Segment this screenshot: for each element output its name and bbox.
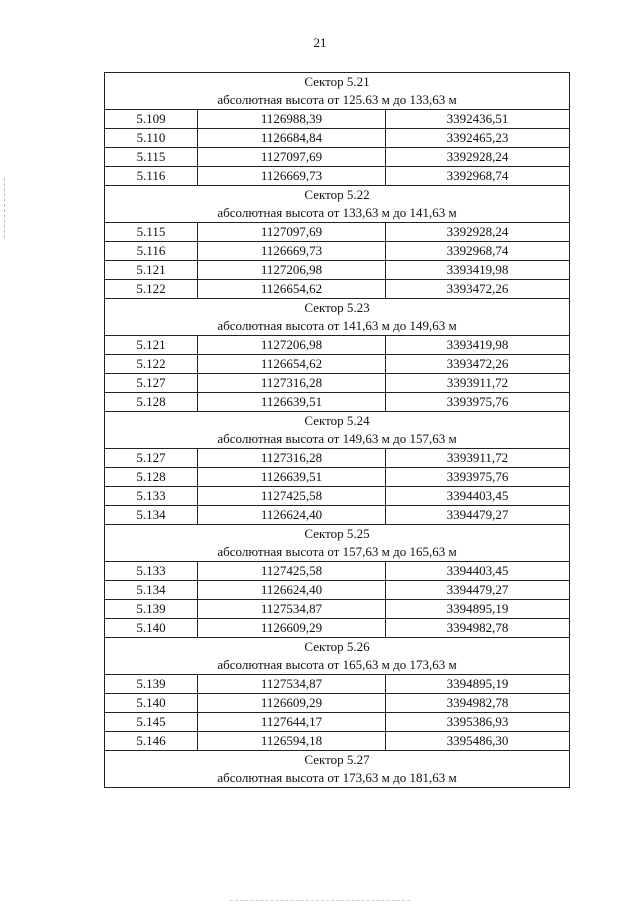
table-row xyxy=(105,393,570,412)
y-coordinate-cell: 3393419,98 xyxy=(386,336,570,355)
y-coordinate-cell: 3394895,19 xyxy=(386,600,570,619)
x-coordinate-cell: 1127097,69 xyxy=(198,148,386,167)
sector-altitude: абсолютная высота от 173,63 м до 181,63 м xyxy=(217,770,457,785)
y-coordinate-cell: 3392436,51 xyxy=(386,110,570,129)
point-id-cell: 5.121 xyxy=(105,261,198,280)
sector-altitude: абсолютная высота от 125.63 м до 133,63 м xyxy=(217,92,457,107)
y-coordinate-cell: 3392968,74 xyxy=(386,242,570,261)
point-id-cell: 5.115 xyxy=(105,148,198,167)
y-coordinate-cell: 3395486,30 xyxy=(386,732,570,751)
sector-title: Сектор 5.25 xyxy=(304,526,370,541)
table-row xyxy=(105,355,570,374)
point-id-cell: 5.127 xyxy=(105,374,198,393)
table-row xyxy=(105,713,570,732)
point-id-cell: 5.134 xyxy=(105,506,198,525)
y-coordinate-cell: 3394982,78 xyxy=(386,619,570,638)
y-coordinate-cell: 3393975,76 xyxy=(386,468,570,487)
y-coordinate-cell: 3393975,76 xyxy=(386,393,570,412)
scan-bottom-marks xyxy=(230,900,410,902)
y-coordinate-cell: 3394982,78 xyxy=(386,694,570,713)
x-coordinate-cell: 1126609,29 xyxy=(198,619,386,638)
table-row xyxy=(105,223,570,242)
sector-header-row xyxy=(105,299,570,336)
x-coordinate-cell: 1127644,17 xyxy=(198,713,386,732)
point-id-cell: 5.122 xyxy=(105,355,198,374)
x-coordinate-cell: 1127206,98 xyxy=(198,261,386,280)
sector-header-row xyxy=(105,638,570,675)
point-id-cell: 5.115 xyxy=(105,223,198,242)
sector-title: Сектор 5.27 xyxy=(304,752,370,767)
x-coordinate-cell: 1127534,87 xyxy=(198,675,386,694)
y-coordinate-cell: 3393911,72 xyxy=(386,374,570,393)
y-coordinate-cell: 3394403,45 xyxy=(386,562,570,581)
sector-header xyxy=(105,751,570,788)
sector-altitude: абсолютная высота от 149,63 м до 157,63 м xyxy=(217,431,457,446)
sector-title: Сектор 5.22 xyxy=(304,187,370,202)
y-coordinate-cell: 3393472,26 xyxy=(386,355,570,374)
x-coordinate-cell: 1126639,51 xyxy=(198,468,386,487)
y-coordinate-cell: 3393472,26 xyxy=(386,280,570,299)
x-coordinate-cell: 1127097,69 xyxy=(198,223,386,242)
table-row xyxy=(105,110,570,129)
point-id-cell: 5.122 xyxy=(105,280,198,299)
point-id-cell: 5.145 xyxy=(105,713,198,732)
point-id-cell: 5.140 xyxy=(105,619,198,638)
table-row xyxy=(105,562,570,581)
y-coordinate-cell: 3392465,23 xyxy=(386,129,570,148)
sector-altitude: абсолютная высота от 157,63 м до 165,63 м xyxy=(217,544,457,559)
x-coordinate-cell: 1126988,39 xyxy=(198,110,386,129)
table-row xyxy=(105,487,570,506)
sector-header xyxy=(105,412,570,449)
table-row xyxy=(105,675,570,694)
point-id-cell: 5.146 xyxy=(105,732,198,751)
sector-altitude: абсолютная высота от 133,63 м до 141,63 м xyxy=(217,205,457,220)
x-coordinate-cell: 1126669,73 xyxy=(198,242,386,261)
coordinates-table xyxy=(104,72,570,788)
point-id-cell: 5.109 xyxy=(105,110,198,129)
y-coordinate-cell: 3394403,45 xyxy=(386,487,570,506)
x-coordinate-cell: 1126624,40 xyxy=(198,506,386,525)
point-id-cell: 5.116 xyxy=(105,242,198,261)
y-coordinate-cell: 3393419,98 xyxy=(386,261,570,280)
x-coordinate-cell: 1127425,58 xyxy=(198,562,386,581)
sector-title: Сектор 5.21 xyxy=(304,74,370,89)
sector-title: Сектор 5.23 xyxy=(304,300,370,315)
x-coordinate-cell: 1126654,62 xyxy=(198,280,386,299)
point-id-cell: 5.128 xyxy=(105,468,198,487)
sector-header-row xyxy=(105,73,570,110)
table-row xyxy=(105,242,570,261)
x-coordinate-cell: 1127534,87 xyxy=(198,600,386,619)
point-id-cell: 5.110 xyxy=(105,129,198,148)
point-id-cell: 5.139 xyxy=(105,600,198,619)
sector-header-row xyxy=(105,412,570,449)
sector-header xyxy=(105,638,570,675)
table-row xyxy=(105,449,570,468)
sector-header xyxy=(105,299,570,336)
x-coordinate-cell: 1126684,84 xyxy=(198,129,386,148)
table-row xyxy=(105,261,570,280)
table-row xyxy=(105,694,570,713)
x-coordinate-cell: 1126609,29 xyxy=(198,694,386,713)
table-row xyxy=(105,167,570,186)
point-id-cell: 5.140 xyxy=(105,694,198,713)
sector-altitude: абсолютная высота от 165,63 м до 173,63 м xyxy=(217,657,457,672)
table-row xyxy=(105,732,570,751)
x-coordinate-cell: 1126639,51 xyxy=(198,393,386,412)
x-coordinate-cell: 1126669,73 xyxy=(198,167,386,186)
y-coordinate-cell: 3393911,72 xyxy=(386,449,570,468)
point-id-cell: 5.133 xyxy=(105,487,198,506)
point-id-cell: 5.133 xyxy=(105,562,198,581)
y-coordinate-cell: 3392928,24 xyxy=(386,148,570,167)
table-row xyxy=(105,336,570,355)
table-row xyxy=(105,506,570,525)
point-id-cell: 5.116 xyxy=(105,167,198,186)
x-coordinate-cell: 1126624,40 xyxy=(198,581,386,600)
sector-title: Сектор 5.24 xyxy=(304,413,370,428)
point-id-cell: 5.127 xyxy=(105,449,198,468)
scan-edge-marks xyxy=(4,178,7,238)
x-coordinate-cell: 1127425,58 xyxy=(198,487,386,506)
table-row xyxy=(105,619,570,638)
point-id-cell: 5.121 xyxy=(105,336,198,355)
point-id-cell: 5.139 xyxy=(105,675,198,694)
coordinates-table-body xyxy=(105,73,570,788)
sector-header-row xyxy=(105,751,570,788)
y-coordinate-cell: 3394895,19 xyxy=(386,675,570,694)
x-coordinate-cell: 1126594,18 xyxy=(198,732,386,751)
sector-altitude: абсолютная высота от 141,63 м до 149,63 м xyxy=(217,318,457,333)
y-coordinate-cell: 3394479,27 xyxy=(386,581,570,600)
sector-header xyxy=(105,525,570,562)
table-row xyxy=(105,129,570,148)
sector-header xyxy=(105,186,570,223)
sector-header-row xyxy=(105,525,570,562)
x-coordinate-cell: 1127206,98 xyxy=(198,336,386,355)
y-coordinate-cell: 3392968,74 xyxy=(386,167,570,186)
sector-header-row xyxy=(105,186,570,223)
table-row xyxy=(105,600,570,619)
y-coordinate-cell: 3395386,93 xyxy=(386,713,570,732)
table-row xyxy=(105,374,570,393)
x-coordinate-cell: 1127316,28 xyxy=(198,449,386,468)
table-row xyxy=(105,148,570,167)
point-id-cell: 5.134 xyxy=(105,581,198,600)
table-row xyxy=(105,280,570,299)
x-coordinate-cell: 1127316,28 xyxy=(198,374,386,393)
x-coordinate-cell: 1126654,62 xyxy=(198,355,386,374)
page-number: 21 xyxy=(313,35,327,50)
y-coordinate-cell: 3394479,27 xyxy=(386,506,570,525)
y-coordinate-cell: 3392928,24 xyxy=(386,223,570,242)
point-id-cell: 5.128 xyxy=(105,393,198,412)
table-row xyxy=(105,468,570,487)
sector-header xyxy=(105,73,570,110)
sector-title: Сектор 5.26 xyxy=(304,639,370,654)
table-row xyxy=(105,581,570,600)
